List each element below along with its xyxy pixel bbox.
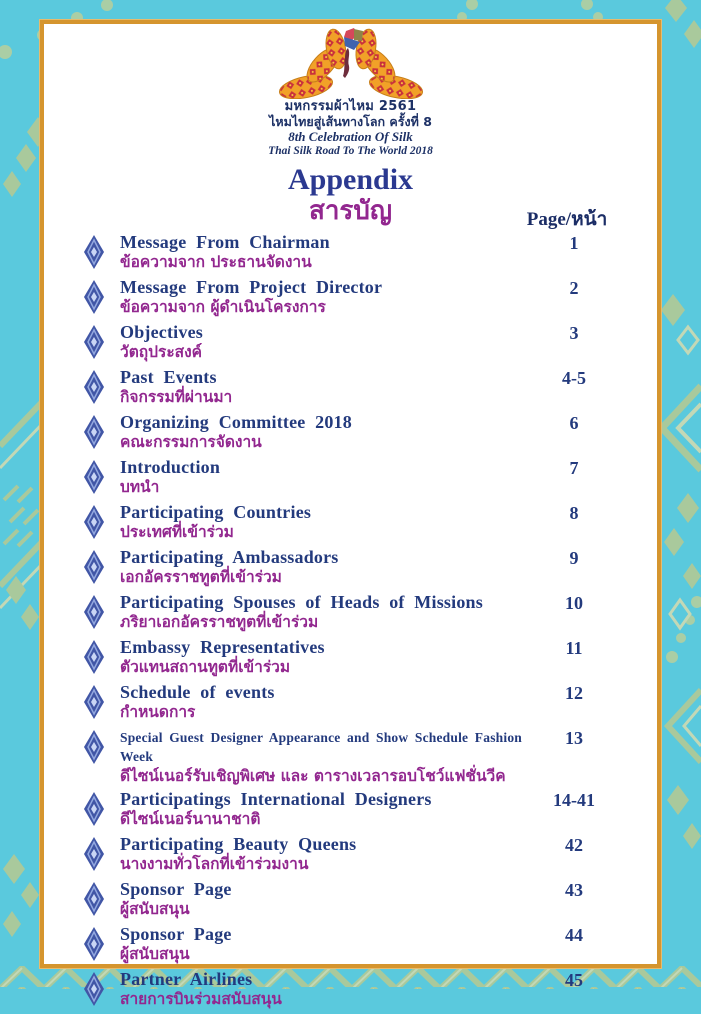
toc-item bbox=[84, 969, 614, 1011]
logo-thai-title: มหกรรมผ้าไหม 2561 bbox=[284, 99, 417, 114]
toc-item-page: 3 bbox=[569, 323, 579, 343]
silk-diamond-icon bbox=[84, 325, 106, 364]
silk-diamond-icon bbox=[84, 792, 106, 831]
toc-item-subtitle: บทนำ bbox=[120, 478, 160, 496]
toc-item-title: Participating Spouses of Heads of Missions bbox=[120, 592, 483, 612]
toc-item-title: Organizing Committee 2018 bbox=[120, 412, 352, 432]
toc-item bbox=[84, 727, 614, 786]
toc-item-page: 9 bbox=[569, 548, 579, 568]
toc-item-page: 4-5 bbox=[562, 368, 586, 388]
silk-diamond-icon bbox=[84, 550, 106, 589]
toc-item bbox=[84, 322, 614, 364]
silk-festival-logo bbox=[275, 27, 427, 99]
page-column-header: Page/หน้า bbox=[526, 209, 608, 230]
toc-item-subtitle: ดีไซน์เนอร์นานาชาติ bbox=[120, 810, 261, 828]
toc-item bbox=[84, 232, 614, 274]
toc-item bbox=[84, 277, 614, 319]
toc-item bbox=[84, 457, 614, 499]
page-title-english: Appendix bbox=[287, 163, 414, 196]
toc-item-page: 7 bbox=[569, 458, 579, 478]
toc-item bbox=[84, 367, 614, 409]
silk-diamond-icon bbox=[84, 730, 106, 769]
toc-item-page: 1 bbox=[569, 233, 579, 253]
toc-item-subtitle: ประเทศที่เข้าร่วม bbox=[120, 523, 234, 541]
toc-item-subtitle: ข้อความจาก ผู้ดำเนินโครงการ bbox=[120, 298, 326, 316]
silk-diamond-icon bbox=[84, 280, 106, 319]
silk-diamond-icon bbox=[84, 640, 106, 679]
silk-diamond-icon bbox=[84, 460, 106, 499]
toc-item-title: Sponsor Page bbox=[120, 924, 232, 944]
silk-diamond-icon bbox=[84, 972, 106, 1011]
toc-item-subtitle: กิจกรรมที่ผ่านมา bbox=[120, 388, 233, 406]
toc-item-subtitle: กำหนดการ bbox=[120, 703, 196, 721]
toc-item-page: 14-41 bbox=[553, 790, 595, 810]
toc-item-title: Partner Airlines bbox=[120, 969, 253, 989]
toc-item bbox=[84, 789, 614, 831]
silk-diamond-icon bbox=[84, 235, 106, 274]
toc-item-page: 8 bbox=[569, 503, 579, 523]
silk-diamond-icon bbox=[84, 837, 106, 876]
toc-item-title: Special Guest Designer Appearance and Show Schedule Fashion Week bbox=[120, 730, 522, 764]
toc-item-title: Objectives bbox=[120, 322, 203, 342]
toc-item bbox=[84, 879, 614, 921]
toc-item-subtitle: ภริยาเอกอัครราชทูตที่เข้าร่วม bbox=[120, 613, 319, 631]
toc-item-subtitle: สายการบินร่วมสนับสนุน bbox=[120, 990, 282, 1008]
toc-item-page: 44 bbox=[565, 925, 583, 945]
toc-item bbox=[84, 592, 614, 634]
toc-item-title: Message From Chairman bbox=[120, 232, 330, 252]
toc-item-subtitle: ผู้สนับสนุน bbox=[120, 945, 190, 963]
logo-english-title: 8th Celebration Of Silk bbox=[288, 129, 413, 144]
toc-item-page: 43 bbox=[565, 880, 583, 900]
toc-item-subtitle: เอกอัครราชทูตที่เข้าร่วม bbox=[120, 568, 282, 586]
toc-item-page: 12 bbox=[565, 683, 583, 703]
toc-item-subtitle: นางงามทั่วโลกที่เข้าร่วมงาน bbox=[120, 855, 309, 873]
toc-item-page: 6 bbox=[569, 413, 579, 433]
toc-item-title: Sponsor Page bbox=[120, 879, 232, 899]
toc-item-subtitle: วัตถุประสงค์ bbox=[120, 343, 203, 361]
toc-item-subtitle: ตัวแทนสถานทูตที่เข้าร่วม bbox=[120, 658, 291, 676]
silk-diamond-icon bbox=[84, 595, 106, 634]
toc-item-title: Introduction bbox=[120, 457, 221, 477]
toc-item-page: 11 bbox=[565, 638, 583, 658]
toc-item-page: 2 bbox=[569, 278, 579, 298]
toc-item-title: Message From Project Director bbox=[120, 277, 383, 297]
toc-item-subtitle: ดีไซน์เนอร์รับเชิญพิเศษ และ ตารางเวลารอบโชว์แฟชั่นวีค bbox=[120, 767, 506, 785]
toc-item bbox=[84, 412, 614, 454]
toc-item-title: Participatings International Designers bbox=[120, 789, 432, 809]
toc-item-page: 45 bbox=[565, 970, 583, 990]
toc-item-title: Participating Ambassadors bbox=[120, 547, 339, 567]
silk-diamond-icon bbox=[84, 505, 106, 544]
silk-diamond-icon bbox=[84, 370, 106, 409]
toc-item-subtitle: ข้อความจาก ประธานจัดงาน bbox=[120, 253, 312, 271]
logo-block bbox=[44, 27, 657, 158]
toc-item bbox=[84, 682, 614, 724]
silk-diamond-icon bbox=[84, 927, 106, 966]
toc-item-title: Past Events bbox=[120, 367, 217, 387]
toc-item bbox=[84, 637, 614, 679]
silk-diamond-icon bbox=[84, 685, 106, 724]
silk-diamond-icon bbox=[84, 882, 106, 921]
toc-item-title: Schedule of events bbox=[120, 682, 275, 702]
toc-item-title: Participating Countries bbox=[120, 502, 312, 522]
toc-item-page: 13 bbox=[565, 728, 583, 748]
toc-item-page: 10 bbox=[565, 593, 583, 613]
toc-item bbox=[84, 924, 614, 966]
toc-item-subtitle: ผู้สนับสนุน bbox=[120, 900, 190, 918]
toc-item-subtitle: คณะกรรมการจัดงาน bbox=[120, 433, 262, 451]
toc-item bbox=[84, 547, 614, 589]
toc-item-page: 42 bbox=[565, 835, 583, 855]
table-of-contents bbox=[84, 232, 614, 1014]
logo-english-subtitle: Thai Silk Road To The World 2018 bbox=[268, 145, 433, 157]
content-card bbox=[40, 20, 661, 1008]
toc-item-title: Embassy Representatives bbox=[120, 637, 325, 657]
toc-item bbox=[84, 502, 614, 544]
toc-item bbox=[84, 834, 614, 876]
logo-thai-subtitle: ไหมไทยสู่เส้นทางโลก ครั้งที่ 8 bbox=[269, 114, 432, 129]
toc-item-title: Participating Beauty Queens bbox=[120, 834, 357, 854]
silk-diamond-icon bbox=[84, 415, 106, 454]
page-title-thai: สารบัญ bbox=[308, 196, 393, 226]
